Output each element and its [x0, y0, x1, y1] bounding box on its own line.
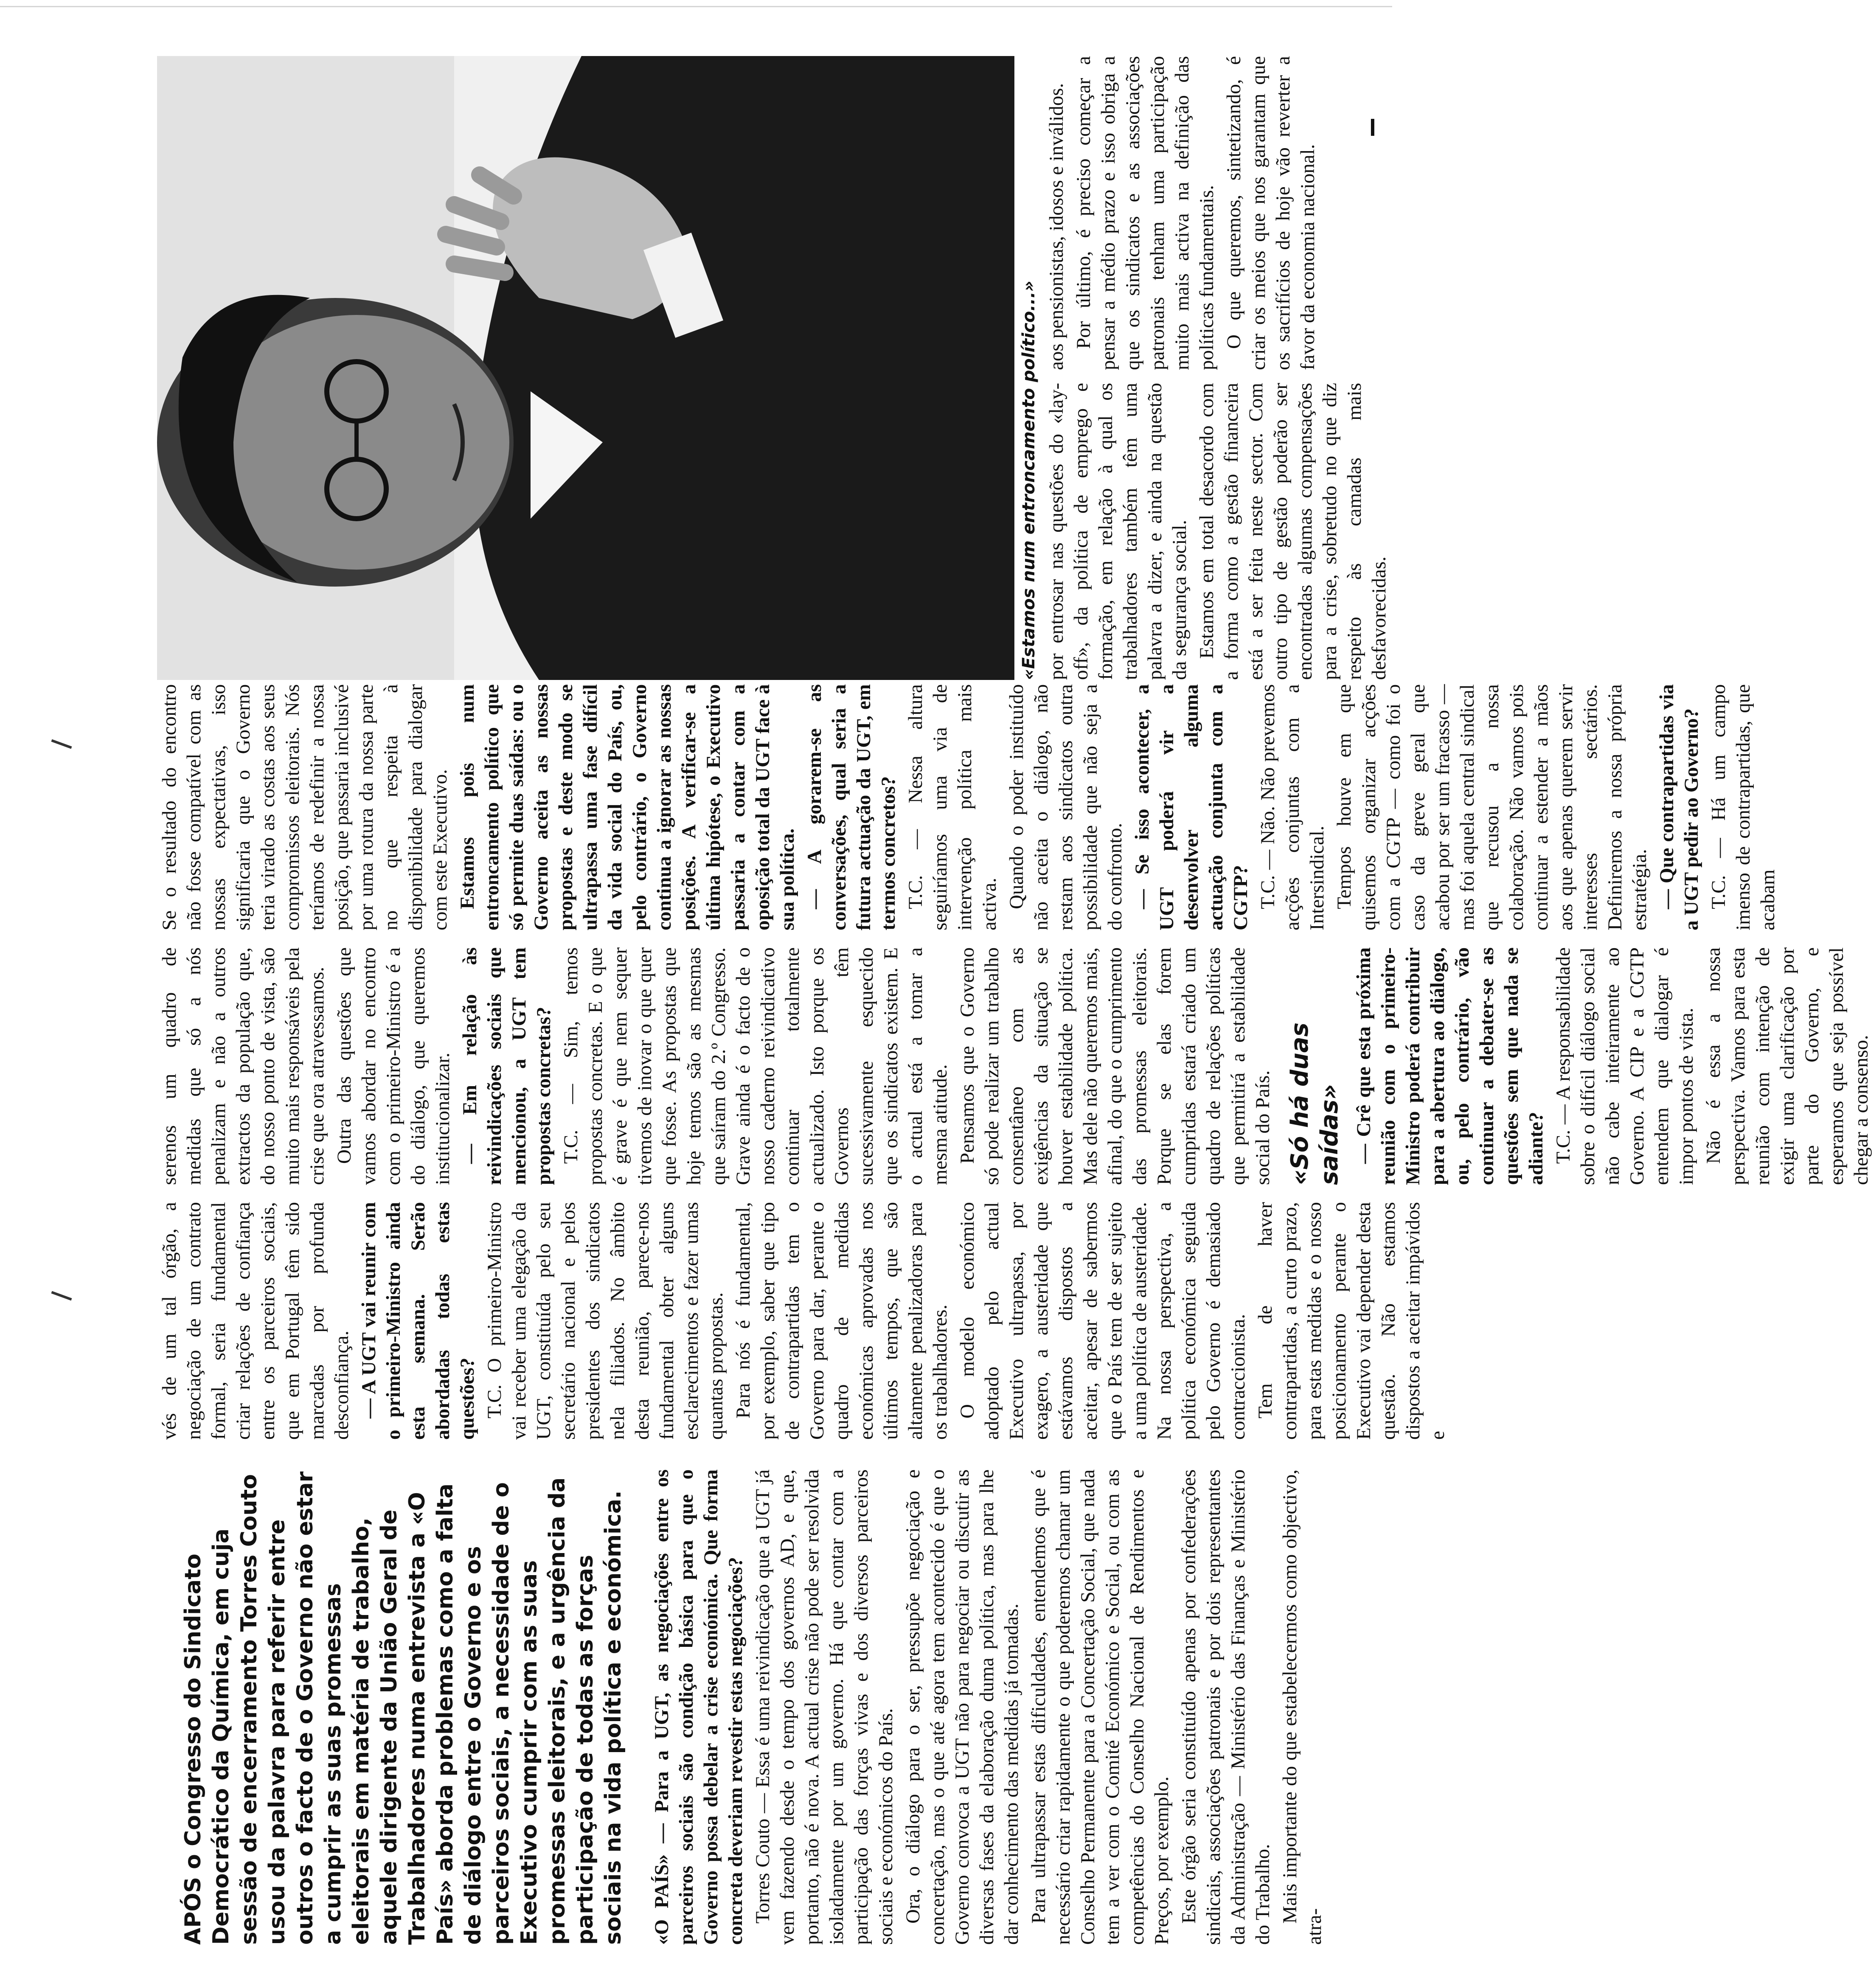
answer-paragraph: O modelo económico adoptado pelo actual Executivo ultrapassa, por exagero, a austeridade que estávamos dispostos a aceitar, apesar de sabermos que o País tem de ser sujeito a uma política de austeridade. Na nossa perspectiva, a política económica seguida pelo Governo é demasiado contraccionista.: [956, 1202, 1249, 1440]
answer-paragraph: Para ultrapassar estas dificuldades, entendemos que é necessário criar rapidamente o que poderemos chamar um Conselho Permanente para a Concertação Social, que nada tem a ver com o Comité Económico e Social, ou com as competências do Conselho Nacional de Rendimentos e Preços, por exemplo.: [1028, 1469, 1173, 1945]
answer-paragraph: Este órgão seria constituído apenas por confederações sindicais, associações patronais e por dois representantes da Administração — Ministério das Finanças e Ministério do Trabalho.: [1178, 1469, 1274, 1945]
article-column-3: [157, 947, 1876, 1185]
article-lead: APÓS o Congresso do Sindicato Democrático da Química, em cuja sessão de encerramento Torres Couto usou da palavra para referir entre outros o facto de o Governo não estar a cumprir as suas promessas eleitorais em matéria de trabalho, aquele dirigente da União Geral de Trabalhadores numa entrevista a «O País» aborda problemas como a falta de diálogo entre o Governo e os parceiros sociais, a necessidade de o Executivo cumprir com as suas promessas eleitorais, e a urgência da participação de todas as forças sociais na vida política e económica.: [180, 1471, 626, 1945]
answer-paragraph: Não é essa a nossa perspectiva. Vamos para esta reunião com intenção de exigir uma clarificação por parte do Governo, e esperamos que seja possível chegar a consenso.: [1702, 947, 1872, 1185]
portrait-illustration: [157, 56, 1014, 680]
margin-mark: [1371, 119, 1374, 136]
answer-paragraph: Ora, o diálogo para o ser, pressupõe negociação e concertação, mas o que até agora tem acontecido é que o Governo convoca a UGT não para negociar ou discutir as diversas fases da elaboração duma política, mas para lhe dar conhecimento das medidas já tomadas.: [902, 1469, 1022, 1945]
article-column-5: [1044, 383, 1394, 680]
question-paragraph: — Se isso acontecer, a UGT poderá vir a desenvolver alguma actuação conjunta com a CGTP?: [1131, 684, 1252, 930]
answer-paragraph: vés de um tal órgão, a negociação de um contrato formal, seria fundamental criar relações de confiança entre os parceiros sociais, que em Portugal têm sido marcadas por profunda desconfiança.: [158, 1202, 353, 1440]
answer-paragraph: Pensamos que o Governo só pode realizar um trabalho consentâneo com as exigências da situação se houver estabilidade política. Mas dele não queremos mais, afinal, do que o cumprimento das promessas eleitorais. Porque se elas forem cumpridas estará criado um quadro de relações políticas que permitirá a estabilidade social do País.: [956, 947, 1274, 1185]
answer-paragraph: Outra das questões que vamos abordar no encontro com o primeiro-Ministro é a do diálogo, que queremos institucionalizar.: [333, 947, 454, 1185]
answer-paragraph: Estamos em total desacordo com a forma como a gestão financeira está a ser feita neste sector. Com outro tipo de gestão poderão ser encontradas algumas compensações para a crise, sobretudo no que diz respeito às camadas mais desfavorecidas.: [1196, 383, 1390, 680]
answer-paragraph: Torres Couto — Essa é uma reivindicação que a UGT já vem fazendo desde o tempo dos governos AD, e que, portanto, não é nova. A actual crise não pode ser resolvida isoladamente por um governo. Há que contar com a participação das forças vivas e dos diversos parceiros sociais e económicos do País.: [752, 1469, 897, 1945]
question-paragraph: — Crê que esta próxima reunião com o primeiro-Ministro poderá contribuir para a abertura ao diálogo, ou, pelo contrário, vão continuar a debater-se as questões sem que nada se adiante?: [1353, 947, 1547, 1185]
answer-paragraph: Mais importante do que estabelecermos como objectivo, atra-: [1279, 1469, 1326, 1945]
answer-paragraph: T.C. — Nessa altura seguiríamos uma via de intervenção política mais activa.: [904, 684, 1000, 930]
article-column-2b: [157, 1202, 1452, 1440]
highlight-paragraph: Estamos pois num entroncamento político que só permite duas saídas: ou o Governo aceita as nossas propostas e deste modo se ultrapassa uma fase difícil da vida social do País, ou, pelo contrário, o Governo continua a ignorar as nossas posições. A verificar-se a última hipótese, o Executivo passaria a contar com a oposição total da UGT face à sua política.: [456, 684, 798, 930]
article-column-1: [157, 1469, 1329, 1945]
answer-paragraph: T.C. — A responsabilidade sobre o difícil diálogo social não cabe inteiramente ao Governo. A CIP e a CGTP entendem que dialogar é impor pontos de vista.: [1552, 947, 1697, 1185]
article-column-4: [157, 684, 1783, 930]
answer-paragraph: Tem de haver contrapartidas, a curto prazo, para estas medidas e o nosso posicionamento perante o Executivo vai depender desta questão. Não estamos dispostos a aceitar impávidos e: [1254, 1202, 1449, 1440]
answer-paragraph: por entrosar nas questões do «lay-off», da política de emprego e formação, em relação à qual os trabalhadores também têm uma palavra a dizer, e ainda na questão da segurança social.: [1045, 383, 1191, 680]
answer-paragraph: Por último, é preciso começar a pensar a médio prazo e isso obriga a que os sindicatos e as associações patronais tenham uma participação muito mais activa na definição das políticas fundamentais.: [1073, 56, 1218, 370]
question-paragraph: — A gorarem-se as conversações, qual seria a futura actuação da UGT, em termos concretos?: [803, 684, 899, 930]
question-paragraph: — Que contrapartidas via a UGT pedir ao Governo?: [1656, 684, 1702, 930]
answer-paragraph: Para nós é fundamental, por exemplo, saber que tipo de contrapartidas tem o Governo para dar, perante o quadro de medidas económicas aprovadas nos últimos tempos, que são altamente penalizadoras para os trabalhadores.: [732, 1202, 951, 1440]
question-paragraph: «O PAÍS» — Para a UGT, as negociações entre os parceiros sociais são condição básica para que o Governo possa debelar a crise económica. Que forma concreta deveriam revestir estas negociações?: [651, 1469, 747, 1945]
section-subheading: «Só há duas saídas»: [1286, 1022, 1343, 1185]
answer-paragraph: aos pensionistas, idosos e inválidos.: [1045, 83, 1067, 370]
answer-paragraph: O que queremos, sintetizando, é criar os meios que nos garantam que os sacrifícios de hoje vão reverter a favor da economia nacional.: [1223, 56, 1319, 370]
answer-paragraph: T.C. O primeiro-Ministro vai receber uma elegação da UGT, constituída pelo seu secretário nacional e pelos presidentes dos sindicatos nela filiados. No âmbito desta reunião, parece-nos fundamental obter alguns esclarecimentos e fazer umas quantas propostas.: [483, 1202, 727, 1440]
portrait-photo: [157, 56, 1014, 680]
answer-paragraph: serenos um quadro de medidas que só a nós penalizam e não a outros extractos da população que, do nosso ponto de vista, são muito mais responsáveis pela crise que ora atravessamos.: [158, 947, 328, 1185]
answer-paragraph: Se o resultado do encontro não fosse compatível com as nossas expectativas, isso significaria que o Governo teria virado as costas aos seus compromissos eleitorais. Nós teríamos de redefinir a nossa posição, que passaria inclusivé por uma rotura da nossa parte no que respeita à disponibilidade para dialogar com este Executivo.: [158, 684, 451, 930]
answer-paragraph: Tempos houve em que quisemos organizar acções com a CGTP — como foi o caso da greve geral que acabou por ser um fracasso — mas foi aquela central sindical que recusou a nossa colaboração. Não vamos pois continuar a estender a mãos aos que apenas querem servir interesses sectários. Definiremos a nossa própria estratégia.: [1333, 684, 1651, 930]
answer-paragraph: T.C. — Sim, temos propostas concretas. E o que é grave é que nem sequer tivemos de inovar o que quer que fosse. As propostas que hoje temos são as mesmas que saíram do 2.º Congresso. Grave ainda é o facto de o nosso caderno reivindicativo continuar totalmente actualizado. Isto porque os Governos têm sucessivamente esquecido que os sindicatos existem. E o actual está a tomar a mesma atitude.: [560, 947, 951, 1185]
photo-caption: «Estamos num entroncamento político...»: [1019, 281, 1039, 680]
column-1-body: [649, 1469, 1327, 1945]
article-column-6: [1044, 56, 1323, 370]
question-paragraph: — A UGT vai reunir com o primeiro-Ministro ainda esta semana. Serão abordadas todas estas questões?: [358, 1202, 478, 1440]
answer-paragraph: Quando o poder instituído não aceita o diálogo, não restam aos sindicatos outra possibilidade que não seja a do confronto.: [1005, 684, 1126, 930]
answer-paragraph: T.C. — Não. Não prevemos acções conjuntas com a Intersindical.: [1257, 684, 1328, 930]
answer-paragraph: T.C. — Há um campo imenso de contrapartidas, que acabam: [1707, 684, 1779, 930]
question-paragraph: — Em relação às reivindicações sociais que mencionou, a UGT tem propostas concretas?: [459, 947, 555, 1185]
